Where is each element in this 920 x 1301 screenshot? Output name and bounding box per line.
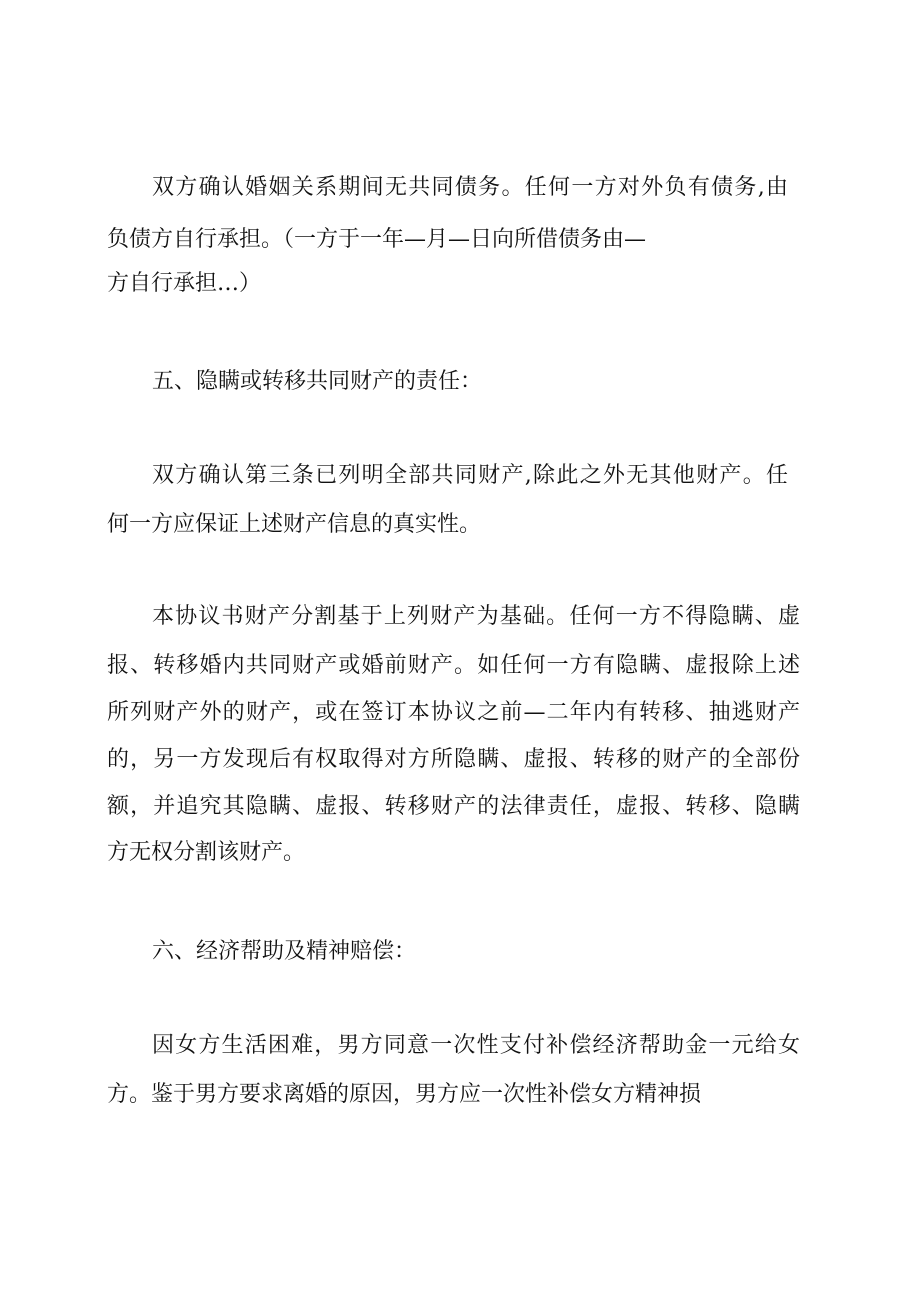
section-heading: 五、隐瞒或转移共同财产的责任： bbox=[152, 369, 483, 394]
paragraph-line: 所列财产外的财产，或在签订本协议之前—二年内有转移、抽逃财产 bbox=[107, 700, 800, 725]
paragraph-line: 双方确认第三条已列明全部共同财产,除此之外无其他财产。任 bbox=[152, 463, 788, 488]
paragraph-line: 方。鉴于男方要求离婚的原因，男方应一次性补偿女方精神损 bbox=[107, 1082, 702, 1107]
paragraph-line: 报、转移婚内共同财产或婚前财产。如任何一方有隐瞒、虚报除上述 bbox=[107, 653, 800, 678]
paragraph-line: 的，另一方发现后有权取得对方所隐瞒、虚报、转移的财产的全部份 bbox=[107, 747, 800, 772]
paragraph-line: 额，并追究其隐瞒、虚报、转移财产的法律责任，虚报、转移、隐瞒 bbox=[107, 794, 800, 819]
paragraph-line: 双方确认婚姻关系期间无共同债务。任何一方对外负有债务,由 bbox=[152, 175, 788, 200]
section-heading: 六、经济帮助及精神赔偿： bbox=[152, 939, 417, 964]
paragraph-line: 负债方自行承担。（一方于一年—月—日向所借债务由— bbox=[107, 227, 647, 252]
paragraph-line: 因女方生活困难，男方同意一次性支付补偿经济帮助金一元给女 bbox=[152, 1033, 800, 1058]
paragraph-line: 方自行承担…） bbox=[107, 271, 262, 296]
paragraph-line: 本协议书财产分割基于上列财产为基础。任何一方不得隐瞒、虚 bbox=[152, 604, 800, 629]
paragraph-line: 何一方应保证上述财产信息的真实性。 bbox=[107, 512, 482, 537]
paragraph-line: 方无权分割该财产。 bbox=[107, 840, 306, 865]
